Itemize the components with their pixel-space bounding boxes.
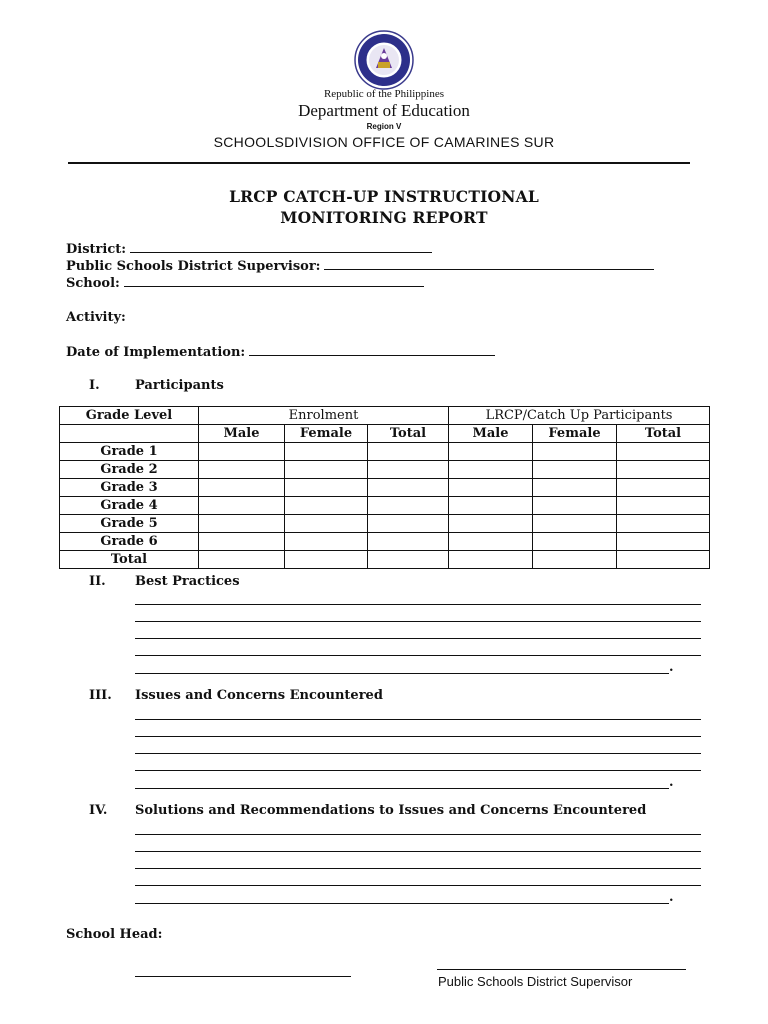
table-cell[interactable] bbox=[449, 497, 533, 515]
table-cell[interactable] bbox=[449, 443, 533, 461]
row-label: Grade 4 bbox=[60, 497, 199, 515]
table-cell[interactable] bbox=[617, 497, 710, 515]
row-label: Grade 5 bbox=[60, 515, 199, 533]
header-divider bbox=[68, 162, 690, 164]
table-cell[interactable] bbox=[617, 443, 710, 461]
date-label: Date of Implementation: bbox=[66, 345, 246, 360]
school-field bbox=[66, 274, 424, 291]
report-title-line2: MONITORING REPORT bbox=[280, 208, 488, 227]
section-2-number: II. bbox=[89, 574, 106, 589]
region-label: Region V bbox=[366, 122, 402, 131]
col-header: Female bbox=[285, 425, 368, 443]
col-header: Female bbox=[533, 425, 617, 443]
table-cell[interactable] bbox=[199, 443, 285, 461]
table-cell[interactable] bbox=[449, 479, 533, 497]
supervisor-signature-line[interactable] bbox=[437, 969, 686, 970]
answer-line[interactable] bbox=[135, 851, 701, 852]
enrolment-header: Enrolment bbox=[199, 407, 449, 425]
table-cell[interactable] bbox=[368, 443, 449, 461]
answer-line[interactable] bbox=[135, 604, 701, 605]
district-label: District: bbox=[66, 242, 127, 257]
answer-line[interactable] bbox=[135, 868, 701, 869]
answer-line[interactable] bbox=[135, 753, 701, 754]
activity-label: Activity: bbox=[66, 310, 126, 325]
school-blank[interactable] bbox=[124, 274, 424, 287]
table-cell[interactable] bbox=[199, 551, 285, 569]
table-cell[interactable] bbox=[449, 533, 533, 551]
table-row bbox=[60, 533, 710, 551]
answer-line[interactable] bbox=[135, 673, 669, 674]
table-row bbox=[60, 443, 710, 461]
date-field bbox=[66, 343, 495, 360]
table-cell[interactable] bbox=[449, 551, 533, 569]
answer-line[interactable] bbox=[135, 903, 669, 904]
table-cell[interactable] bbox=[533, 479, 617, 497]
answer-line[interactable] bbox=[135, 719, 701, 720]
table-cell[interactable] bbox=[368, 461, 449, 479]
answer-line[interactable] bbox=[135, 736, 701, 737]
school-head-label: School Head: bbox=[66, 927, 163, 942]
supervisor-field bbox=[66, 257, 654, 274]
empty-header-cell bbox=[60, 425, 199, 443]
district-field bbox=[66, 240, 432, 257]
table-cell[interactable] bbox=[285, 479, 368, 497]
table-cell[interactable] bbox=[533, 515, 617, 533]
table-cell[interactable] bbox=[285, 551, 368, 569]
table-row bbox=[60, 515, 710, 533]
supervisor-blank[interactable] bbox=[324, 257, 654, 270]
republic-label: Republic of the Philippines bbox=[323, 88, 445, 100]
period-mark: . bbox=[669, 890, 674, 905]
section-3-title: Issues and Concerns Encountered bbox=[135, 688, 383, 703]
table-row bbox=[60, 551, 710, 569]
section-3-number: III. bbox=[89, 688, 112, 703]
table-cell[interactable] bbox=[199, 461, 285, 479]
table-row bbox=[60, 461, 710, 479]
col-header: Total bbox=[617, 425, 710, 443]
section-1-title: Participants bbox=[135, 378, 224, 393]
row-label: Grade 6 bbox=[60, 533, 199, 551]
table-cell[interactable] bbox=[285, 497, 368, 515]
department-label: Department of Education bbox=[298, 101, 470, 120]
table-cell[interactable] bbox=[617, 461, 710, 479]
participants-table bbox=[59, 406, 710, 569]
school-label: School: bbox=[66, 276, 120, 291]
table-cell[interactable] bbox=[449, 515, 533, 533]
grade-level-header: Grade Level bbox=[60, 407, 199, 425]
table-cell[interactable] bbox=[449, 461, 533, 479]
deped-seal-logo bbox=[354, 30, 414, 90]
school-head-signature-line[interactable] bbox=[135, 976, 351, 977]
row-label: Grade 3 bbox=[60, 479, 199, 497]
table-cell[interactable] bbox=[199, 533, 285, 551]
section-4-number: IV. bbox=[89, 803, 108, 818]
table-cell[interactable] bbox=[617, 551, 710, 569]
table-cell[interactable] bbox=[285, 461, 368, 479]
table-cell[interactable] bbox=[368, 497, 449, 515]
table-cell[interactable] bbox=[617, 515, 710, 533]
row-label: Total bbox=[60, 551, 199, 569]
answer-line[interactable] bbox=[135, 885, 701, 886]
section-1-number: I. bbox=[89, 378, 100, 393]
table-cell[interactable] bbox=[617, 479, 710, 497]
table-cell[interactable] bbox=[617, 533, 710, 551]
table-cell[interactable] bbox=[533, 461, 617, 479]
table-cell[interactable] bbox=[533, 533, 617, 551]
date-blank[interactable] bbox=[249, 343, 495, 356]
district-blank[interactable] bbox=[130, 240, 432, 253]
col-header: Total bbox=[368, 425, 449, 443]
table-row bbox=[60, 497, 710, 515]
table-cell[interactable] bbox=[285, 515, 368, 533]
col-header: Male bbox=[199, 425, 285, 443]
row-label: Grade 1 bbox=[60, 443, 199, 461]
activity-field bbox=[66, 310, 126, 325]
table-cell[interactable] bbox=[199, 479, 285, 497]
table-cell[interactable] bbox=[285, 443, 368, 461]
answer-line[interactable] bbox=[135, 621, 701, 622]
division-label: SCHOOLSDIVISION OFFICE OF CAMARINES SUR bbox=[213, 134, 555, 150]
table-cell[interactable] bbox=[285, 533, 368, 551]
period-mark: . bbox=[669, 660, 674, 675]
supervisor-label: Public Schools District Supervisor: bbox=[66, 259, 321, 274]
table-cell[interactable] bbox=[368, 551, 449, 569]
supervisor-signature-label: Public Schools District Supervisor bbox=[438, 974, 633, 989]
table-cell[interactable] bbox=[199, 497, 285, 515]
answer-line[interactable] bbox=[135, 770, 701, 771]
row-label: Grade 2 bbox=[60, 461, 199, 479]
period-mark: . bbox=[669, 775, 674, 790]
report-title-line1: LRCP CATCH-UP INSTRUCTIONAL bbox=[229, 187, 539, 206]
table-cell[interactable] bbox=[533, 443, 617, 461]
lrcp-header: LRCP/Catch Up Participants bbox=[449, 407, 710, 425]
answer-line[interactable] bbox=[135, 788, 669, 789]
col-header: Male bbox=[449, 425, 533, 443]
section-2-title: Best Practices bbox=[135, 574, 240, 589]
table-cell[interactable] bbox=[533, 497, 617, 515]
table-cell[interactable] bbox=[368, 479, 449, 497]
section-4-title: Solutions and Recommendations to Issues and Concerns Encountered bbox=[135, 803, 647, 818]
answer-line[interactable] bbox=[135, 638, 701, 639]
table-cell[interactable] bbox=[368, 533, 449, 551]
table-cell[interactable] bbox=[368, 515, 449, 533]
table-row bbox=[60, 479, 710, 497]
answer-line[interactable] bbox=[135, 834, 701, 835]
table-cell[interactable] bbox=[533, 551, 617, 569]
answer-line[interactable] bbox=[135, 655, 701, 656]
table-cell[interactable] bbox=[199, 515, 285, 533]
